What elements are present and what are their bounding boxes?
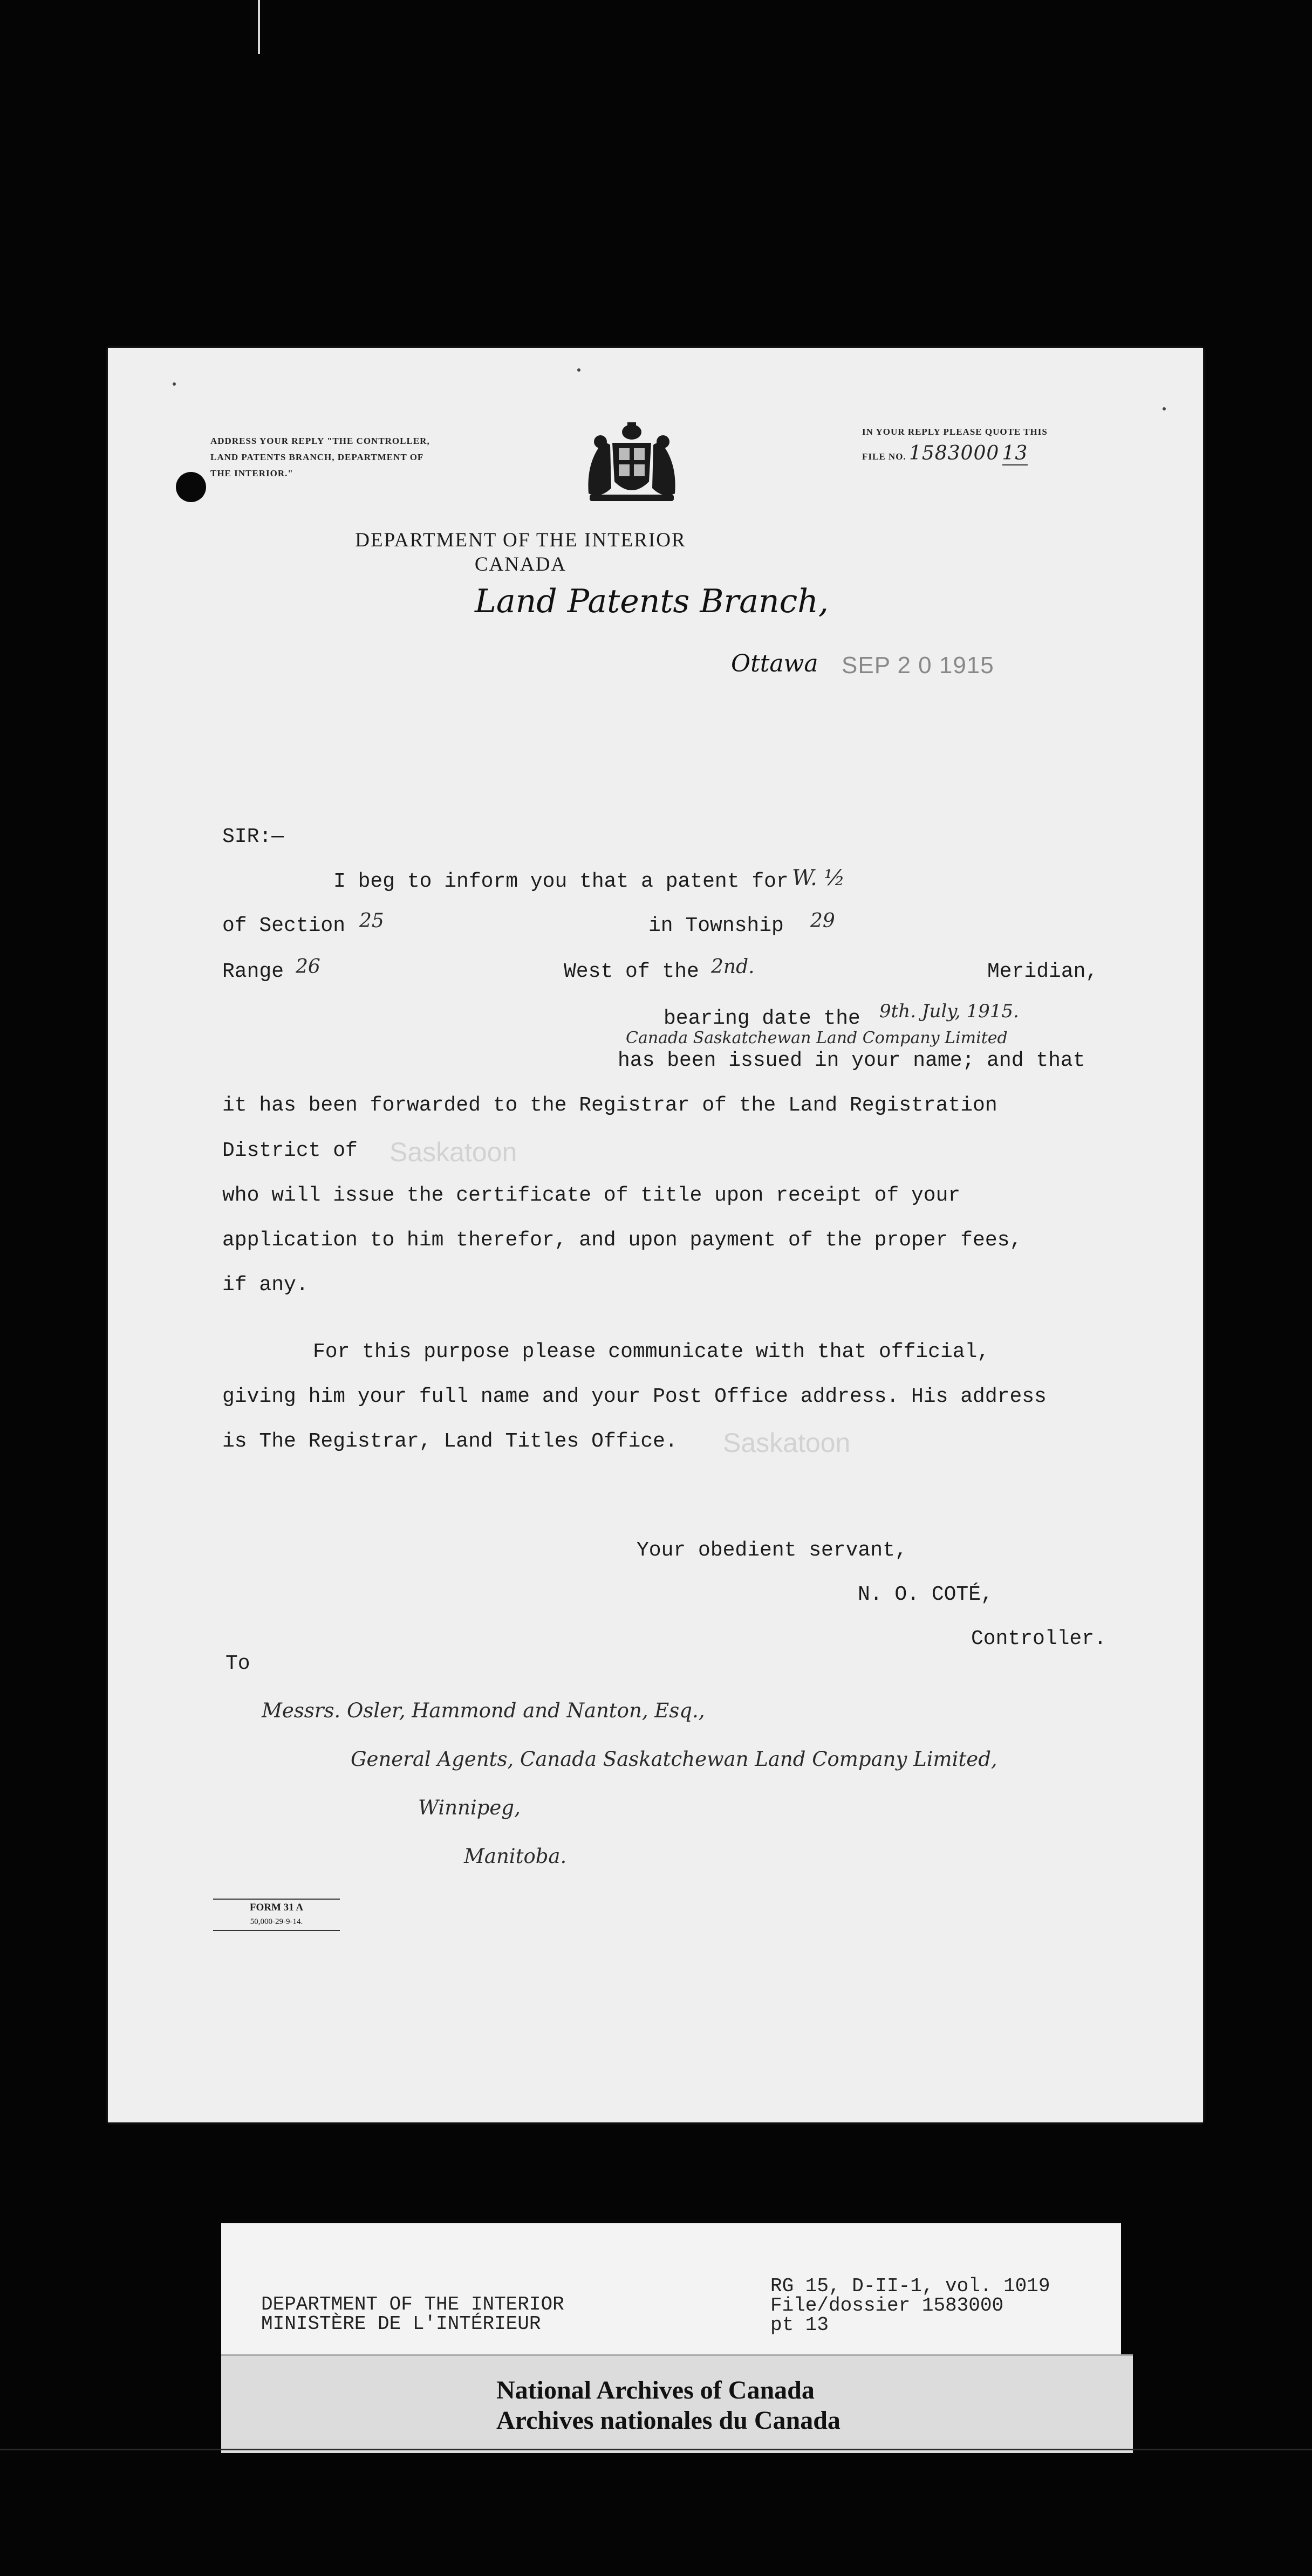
township-value: 29: [810, 910, 835, 932]
file-part-value: 13: [1002, 442, 1028, 464]
form-number-label: FORM 31 A: [249, 1902, 304, 1913]
country-title: CANADA: [474, 553, 567, 576]
label-dept-fr: MINISTÈRE DE L'INTÉRIEUR: [261, 2313, 541, 2335]
label-ref-line-3: pt 13: [770, 2314, 829, 2336]
bearing-date-value: 9th. July, 1915.: [879, 1001, 1019, 1022]
city-name: Ottawa: [731, 650, 818, 677]
speck: [577, 368, 580, 372]
purpose-line: For this purpose please communicate with that official,: [313, 1340, 990, 1364]
file-no-label: FILE NO.: [862, 451, 906, 462]
range-value: 26: [296, 956, 320, 978]
speck: [173, 382, 176, 386]
film-bottom-line: [0, 2449, 1312, 2450]
address-instruction-line: giving him your full name and your Post Office address. His address: [222, 1385, 1047, 1408]
bearing-date-label: bearing date the: [664, 1007, 860, 1030]
registrar-line: is The Registrar, Land Titles Office.: [222, 1430, 678, 1453]
closing: Your obedient servant,: [637, 1539, 907, 1562]
addressee-line-2: General Agents, Canada Saskatchewan Land Company Limited,: [351, 1748, 997, 1771]
quote-label: IN YOUR REPLY PLEASE QUOTE THIS: [862, 427, 1048, 437]
quote-file-note: [862, 421, 1164, 468]
west-of-label: West of the: [564, 960, 699, 983]
addressee-line-1: Messrs. Osler, Hammond and Nanton, Esq.,: [262, 1699, 705, 1722]
signer-name: N. O. COTÉ,: [858, 1583, 993, 1606]
office-stamp: Saskatoon: [723, 1428, 851, 1458]
if-any-line: if any.: [222, 1273, 309, 1297]
issued-to-name: Canada Saskatchewan Land Company Limited: [626, 1029, 1008, 1047]
forwarded-line: it has been forwarded to the Registrar of the Land Registration: [222, 1094, 997, 1117]
section-label: of Section: [222, 914, 346, 937]
patent-description: W. ½: [792, 866, 845, 890]
form-print-code: 50,000-29-9-14.: [250, 1917, 303, 1926]
addressee-line-4: Manitoba.: [464, 1845, 567, 1868]
label-dept-en: DEPARTMENT OF THE INTERIOR: [261, 2293, 564, 2315]
range-label: Range: [222, 960, 284, 983]
meridian-value: 2nd.: [711, 956, 755, 978]
certificate-line: who will issue the certificate of title upon receipt of your: [222, 1184, 961, 1207]
branch-title: Land Patents Branch,: [475, 583, 829, 620]
archives-name: [496, 2375, 840, 2436]
application-line: application to him therefor, and upon payment of the proper fees,: [222, 1229, 1022, 1252]
punch-hole: [176, 472, 206, 502]
archives-name-fr: Archives nationales du Canada: [496, 2406, 840, 2435]
section-value: 25: [359, 910, 384, 932]
to-label: To: [226, 1652, 250, 1675]
address-note: ADDRESS YOUR REPLY "THE CONTROLLER, LAND PATENTS BRANCH, DEPARTMENT OF THE INTERIOR.": [210, 436, 430, 478]
patent-line: I beg to inform you that a patent for: [333, 870, 789, 893]
salutation: SIR:—: [222, 825, 284, 848]
issued-line: has been issued in your name; and that: [618, 1049, 1085, 1072]
film-edge-mark: [258, 0, 260, 54]
speck: [1163, 407, 1166, 410]
township-label: in Township: [648, 914, 784, 937]
archives-banner: [221, 2354, 1133, 2453]
label-ref-line-2: File/dossier 1583000: [770, 2294, 1004, 2317]
archives-name-en: National Archives of Canada: [496, 2376, 815, 2404]
label-ref-line-1: RG 15, D-II-1, vol. 1019: [770, 2275, 1050, 2297]
coat-of-arms-icon: [579, 418, 685, 504]
district-label: District of: [222, 1139, 358, 1162]
meridian-label: Meridian,: [987, 960, 1098, 983]
archive-reference-label: [221, 2223, 1121, 2363]
date-stamp: SEP 2 0 1915: [842, 652, 994, 679]
addressee-line-3: Winnipeg,: [418, 1796, 521, 1819]
department-title: DEPARTMENT OF THE INTERIOR: [355, 529, 686, 551]
letter-page: [108, 348, 1203, 2122]
file-no-value: 1583000: [908, 442, 1000, 464]
form-number: [213, 1899, 340, 1931]
signer-title: Controller.: [971, 1627, 1106, 1650]
district-stamp: Saskatoon: [390, 1137, 517, 1167]
